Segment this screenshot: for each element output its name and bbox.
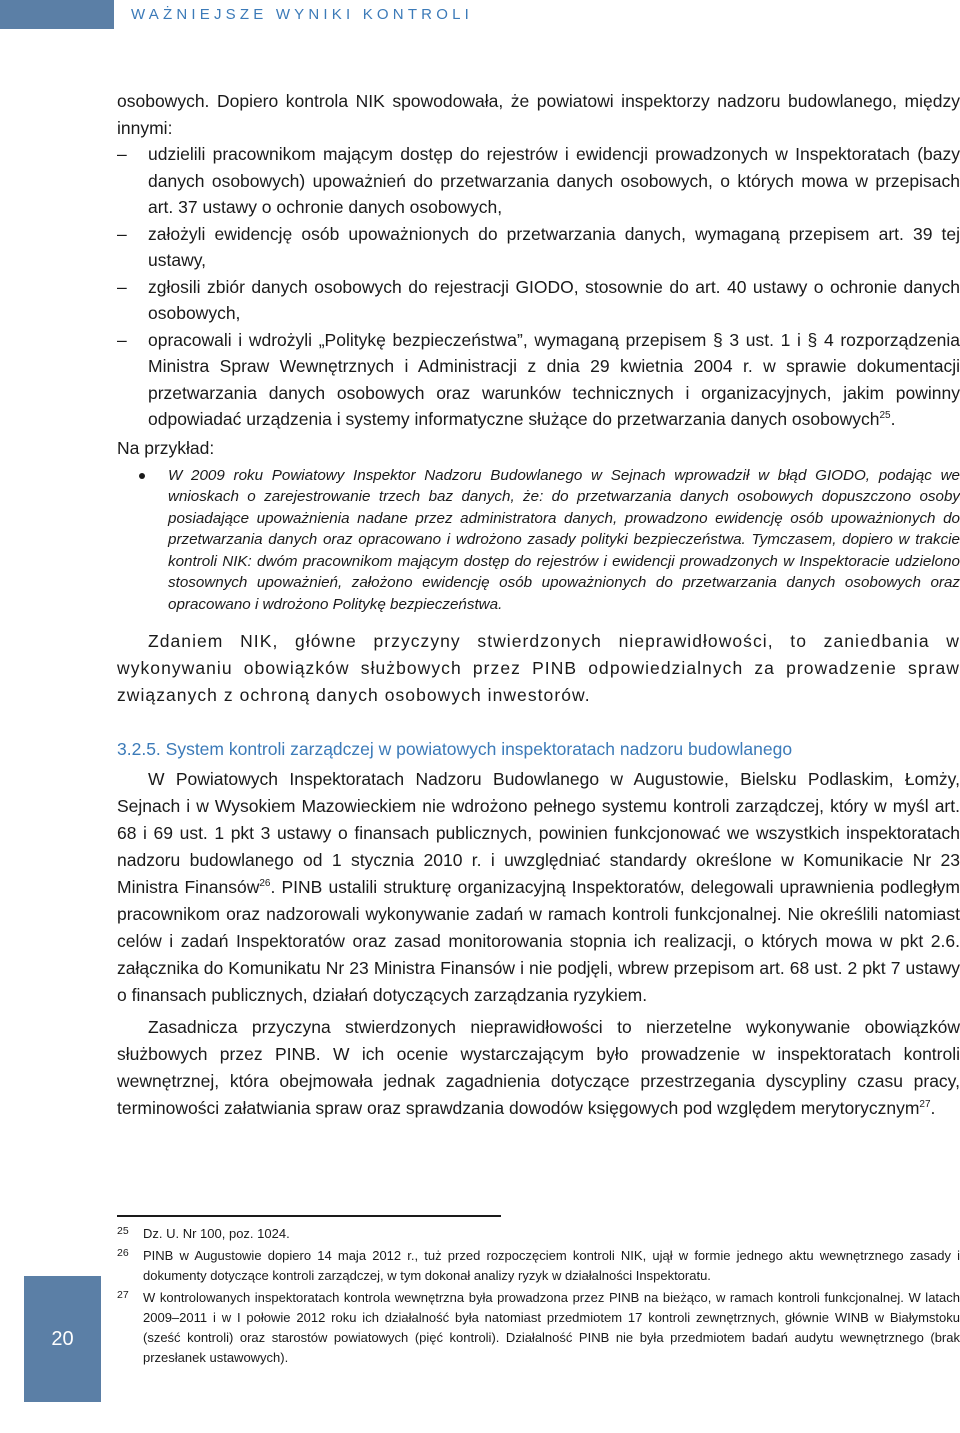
footnote-divider <box>117 1215 501 1217</box>
intro-paragraph: osobowych. Dopiero kontrola NIK spowodowała, że powiatowi inspektorzy nadzoru budowlanego, między innymi: <box>117 91 960 138</box>
footnote-ref-25[interactable]: 25 <box>879 410 891 421</box>
footnote-ref-27[interactable]: 27 <box>919 1099 931 1110</box>
page-number: 20 <box>51 1328 74 1350</box>
footnote <box>117 1224 960 1244</box>
section-heading: 3.2.5. System kontroli zarządczej w powiatowych inspektoratach nadzoru budowlanego <box>117 739 793 759</box>
footnote <box>117 1288 960 1368</box>
example-label: Na przykład: <box>117 437 215 458</box>
list-item-end: . <box>890 409 896 429</box>
footnote-ref-26[interactable]: 26 <box>259 878 271 889</box>
list-item: – zgłosili zbiór danych osobowych do rejestracji GIODO, stosownie do art. 40 ustawy o ochronie danych osobowych, <box>117 274 960 327</box>
findings-list <box>117 141 960 433</box>
example-text: W 2009 roku Powiatowy Inspektor Nadzoru Budowlanego w Sejnach wprowadził w błąd GIODO, podając we wnioskach o zarejestrowanie trzech baz danych, że: do przetwarzania danych osobowych dopuszczono osoby posiadające upoważnienia nadane przez administratora danych, prowadzono ewidencję osób upoważnionych do przetwarzania danych oraz opracowano i wdrożono zasady polityki bezpieczeństwa. Tymczasem, dopiero w trakcie kontroli NIK: dwóm pracownikom mającym dostęp do rejestrów i ewidencji prowadzonych w Inspektoracie udzielono stosownych upoważnień, założono ewidencję osób upoważnionych do przetwarzania danych osobowych oraz opracowano i wdrożono Politykę bezpieczeństwa. <box>168 466 960 613</box>
footnote-text: Dz. U. Nr 100, poz. 1024. <box>143 1226 290 1241</box>
footnote-text: W kontrolowanych inspektoratach kontrola wewnętrzna była prowadzona przez PINB na bieżąco, w ramach kontroli funkcjonalnej. W latach 2009–2011 i w I połowie 2012 roku ich działalność była natomiast przedmiotem 17 kontroli zewnętrznych, głównie WINB w Białymstoku (sześć kontroli) oraz starostów powiatowych (pięć kontroli). Działalność PINB nie była przedmiotem badań audytu wewnętrznego (brak przesłanek ustawowych). <box>143 1290 960 1365</box>
list-item: – założyli ewidencję osób upoważnionych do przetwarzania danych, wymaganą przepisem art. 39 tej ustawy, <box>117 221 960 274</box>
footnote-text: PINB w Augustowie dopiero 14 maja 2012 r., tuż przed rozpoczęciem kontroli NIK, ujął w formie jednego aktu wewnętrznego zasady i dokumenty dotyczące kontroli zarządczej, w tym dokonał analizy ryzyk w działalności Inspektoratu. <box>143 1248 960 1283</box>
section-paragraph-1 <box>117 766 960 1009</box>
bullet-icon <box>139 473 145 479</box>
footnote-number: 27 <box>117 1289 129 1301</box>
section-paragraph-1-rest: . PINB ustalili strukturę organizacyjną Inspektoratów, delegowali uprawnienia podległym pracownikom oraz nadzorowali wykonywanie zadań w ramach kontroli funkcjonalnej. Nie określili natomiast celów i zadań Inspektoratów oraz zasad monitorowania stopnia ich realizacji, o których mowa w pkt 2.6. załącznika do Komunikatu Nr 23 Ministra Finansów i nie podjęli, wbrew przepisom art. 68 ust. 2 pkt 7 ustawy o finansach publicznych, działań dotyczących zarządzania ryzykiem. <box>117 877 960 1005</box>
footnotes <box>117 1224 960 1370</box>
section-paragraph-2-end: . <box>930 1098 936 1118</box>
header-color-block <box>0 0 114 29</box>
footnote-number: 25 <box>117 1225 129 1237</box>
list-item <box>117 327 960 433</box>
main-content <box>117 88 960 1122</box>
footnote <box>117 1246 960 1286</box>
example-block <box>117 465 960 616</box>
conclusion-paragraph: Zdaniem NIK, główne przyczyny stwierdzonych nieprawidłowości, to zaniedbania w wykonywaniu obowiązków służbowych przez PINB odpowiedzialnych za prowadzenie spraw związanych z ochroną danych osobowych inwestorów. <box>117 631 960 705</box>
list-item: – udzielili pracownikom mającym dostęp do rejestrów i ewidencji prowadzonych w Inspektoratach (bazy danych osobowych) upoważnień do przetwarzania danych osobowych, o których mowa w przepisach art. 37 ustawy o ochronie danych osobowych, <box>117 141 960 221</box>
section-paragraph-1-text: W Powiatowych Inspektoratach Nadzoru Budowlanego w Augustowie, Bielsku Podlaskim, Łomży, Sejnach i w Wysokiem Mazowieckiem nie wdrożono pełnego systemu kontroli zarządczej, który w myśl art. 68 i 69 ust. 1 pkt 3 ustawy o finansach publicznych, powinien funkcjonować we wszystkich inspektoratach nadzoru budowlanego od 1 stycznia 2010 r. i uwzględniać standardy określone w Komunikacie Nr 23 Ministra Finansów <box>117 769 960 897</box>
section-paragraph-2 <box>117 1014 960 1122</box>
list-item-text: opracowali i wdrożyli „Politykę bezpieczeństwa”, wymaganą przepisem § 3 ust. 1 i § 4 rozporządzenia Ministra Spraw Wewnętrznych i Administracji z dnia 29 kwietnia 2004 r. w sprawie dokumentacji przetwarzania danych osobowych oraz warunków technicznych i organizacyjnych, jakim powinny odpowiadać urządzenia i systemy informatyczne służące do przetwarzania danych osobowych <box>148 329 960 429</box>
footnote-number: 26 <box>117 1247 129 1259</box>
section-paragraph-2-text: Zasadnicza przyczyna stwierdzonych nieprawidłowości to nierzetelne wykonywanie obowiązków służbowych przez PINB. W ich ocenie wystarczającym było prowadzenie w inspektoratach kontroli wewnętrznej, która obejmowała jednak zagadnienia dotyczące przestrzegania dyscypliny czasu pracy, terminowości załatwiania spraw oraz sprawdzania dowodów księgowych pod względem merytorycznym <box>117 1017 960 1118</box>
running-header: WAŻNIEJSZE WYNIKI KONTROLI <box>131 6 473 23</box>
